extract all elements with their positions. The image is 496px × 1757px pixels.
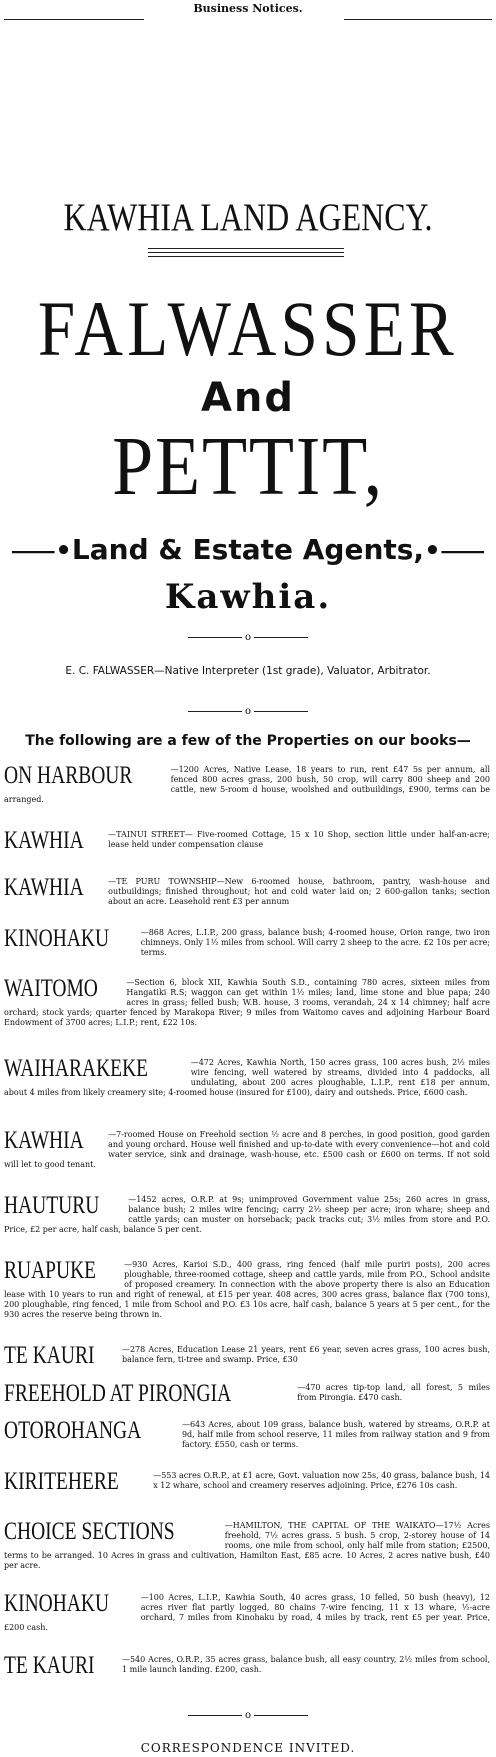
listing: [4, 1518, 490, 1571]
ornament-left-icon: ⸺•: [11, 536, 72, 566]
listing: [4, 1342, 490, 1369]
listing-place: HAUTURU: [4, 1192, 100, 1219]
agency-title: KAWHIA LAND AGENCY.: [63, 196, 433, 239]
listing-text: —7-roomed House on Freehold section ½ acre and 8 perches, in good position, good garden and young orchard. House well finished and up-to-date with every convenience—hot and cold water service, sink and drainage, wash-house, etc. £500 cash or £600 on terms. If not sold will let to good tenant.: [4, 1130, 490, 1169]
listing-text: —470 acres tip-top land, all forest, 5 miles from Pirongia. £470 cash.: [297, 1383, 490, 1402]
listing: [4, 1417, 490, 1450]
firm-name-pettit: PETTIT,: [112, 420, 384, 513]
listing: [4, 975, 490, 1028]
listing-text: —100 Acres, L.I.P., Kawhia South, 40 acres grass, 10 felled, 50 bush (heavy), 12 acres river flat partly logged, 80 chains 7-wire fencing, 11 x 13 whare, ½-acre orchard, 7 miles from Kinohaku by road, 4 miles by track, rent £5 per year. Price, £200 cash.: [4, 1593, 490, 1632]
listing: [4, 1055, 490, 1098]
listing-place: CHOICE SECTIONS: [4, 1518, 175, 1545]
listing-text: —472 Acres, Kawhia North, 150 acres grass, 100 acres bush, 2½ miles wire fencing, well watered by streams, divided into 4 paddocks, all undulating, about 200 acres ploughable, L.I.P., rent £18 per annum, about 4 miles from likely creamery site; 4-roomed house (insured for £100), dairy and outsheds. Price, £600 cash.: [4, 1058, 490, 1097]
location: Kawhia.: [164, 577, 332, 617]
listing-place: OTOROHANGA: [4, 1417, 142, 1444]
section-title: Business Notices.: [193, 2, 303, 15]
closing-line: CORRESPONDENCE INVITED.: [140, 1741, 356, 1755]
listing-text: —TAINUI STREET— Five-roomed Cottage, 15 x 10 Shop, section little under half-an-acre; lease held under compensation clause: [108, 830, 490, 849]
listing-text: —643 Acres, about 109 grass, balance bush, watered by streams, O.R.P. at 9d, half mile from school reserve, 11 miles from railway station and 9 from factory. £550, cash or terms.: [181, 1420, 490, 1449]
listing-text: —HAMILTON, THE CAPITAL OF THE WAIKATO—17½ Acres freehold, 7½ acres grass. 5 bush. 5 crop, 2-storey house of 14 rooms, one mile from school, only half mile from station; £2500, terms to be arranged. 10 Acres in grass and cultivation, Hamilton East, £85 acre. 10 Acres, 2 acres native bush, £40 per acre.: [4, 1521, 490, 1570]
listing-place: KAWHIA: [4, 1127, 84, 1154]
divider-3: o: [0, 1711, 496, 1721]
listing: [4, 762, 490, 805]
listing-text: —TE PURU TOWNSHIP—New 6-roomed house, bathroom, pantry, wash-house and outbuildings; finished throughout; hot and cold water laid on; 2 600-gallon tanks; section about an acre. Leasehold rent £3 per annum: [108, 877, 490, 906]
listing: [4, 925, 490, 958]
header-rule-left: [4, 19, 144, 20]
listing-text: —540 Acres, O.R.P., 35 acres grass, balance bush, all easy country, 2½ miles from school, 1 mile launch landing. £200, cash.: [121, 1655, 490, 1674]
listing-place: ON HARBOUR: [4, 762, 133, 789]
listing-text: —1452 acres, O.R.P. at 9s; unimproved Government value 25s; 260 acres in grass, balance bush; 2 miles wire fencing; carry 2½ sheep per acre; iron whare; sheep and cattle yards; can muster on horseback; pack tracks cut; 3½ miles from store and P.O. Price, £2 per acre, half cash, balance 5 per cent.: [4, 1195, 490, 1234]
title-rule-1: [148, 248, 344, 249]
listing: [4, 1468, 490, 1495]
listing-place: TE KAURI: [4, 1652, 95, 1679]
tagline: [0, 530, 496, 567]
tagline-text: Land & Estate Agents,: [71, 533, 425, 566]
listing-text: —278 Acres, Education Lease 21 years, rent £6 year, seven acres grass, 100 acres bush, balance fern, ti-tree and swamp. Price, £30: [121, 1345, 490, 1364]
listing-text: —553 acres O.R.P., at £1 acre, Govt. valuation now 25s, 40 grass, balance bush, 14 x 12 whare, school and creamery reserves adjoining. Price, £276 10s cash.: [153, 1471, 490, 1490]
listing-text: —1200 Acres, Native Lease, 18 years to run, rent £47 5s per annum, all fenced 800 acres grass, 200 bush, 50 crop, will carry 800 sheep and 200 cattle, new 5-room d house, woolshed and outbuildings, £900, terms can be arranged.: [4, 765, 490, 804]
ornament-right-icon: •⸺: [424, 536, 485, 566]
listing-text: —930 Acres, Karioi S.D., 400 grass, ring fenced (half mile puriri posts), 200 acres ploughable, three-roomed cottage, sheep and cattle yards, mile from P.O., School andsite of proposed creamery. In connection with the above property there is also an Education lease with 10 years to run and right of renewal, at £15 per year. 408 acres, 300 acres grass, balance flax (700 tons), 200 ploughable, ring fenced, 1 mile from School and P.O. £3 10s acre, half cash, balance 5 years at 5 per cent., for the 930 acres the reserve being thrown in.: [4, 1260, 490, 1319]
firm-and: And: [200, 375, 296, 421]
listing-text: —868 Acres, L.I.P., 200 grass, balance bush; 4-roomed house, Orion range, two iron chimneys. Only 1½ miles from school. Will carry 2 sheep to the acre. £2 10s per acre; terms.: [140, 928, 490, 957]
title-rule-3: [148, 256, 344, 257]
properties-heading: The following are a few of the Properties on our books—: [25, 733, 471, 749]
divider-2: o: [0, 707, 496, 717]
listing-place: FREEHOLD AT PIRONGIA: [4, 1380, 232, 1407]
listing: [4, 827, 490, 854]
listing-place: WAITOMO: [4, 975, 98, 1002]
listing-text: —Section 6, block XII, Kawhia South S.D., containing 780 acres, sixteen miles from Hangatiki R.S; waggon can get within 1½ miles; land, lime stone and blue papa; 240 acres in grass; felled bush; W.B. house, 3 rooms, verandah, 24 x 14 chimney; half acre orchard; stock yards; quarter fenced by Marakopa River; 9 miles from Waitomo caves and adjoining Harbour Board Endowment of 3700 acres; L.I.P.; rent, £22 10s.: [4, 978, 490, 1027]
listing-place: KAWHIA: [4, 827, 84, 854]
listing-place: KINOHAKU: [4, 925, 110, 952]
listing: [4, 1652, 490, 1679]
listing: [4, 1380, 490, 1407]
listing-place: KAWHIA: [4, 874, 84, 901]
listing-place: KIRITEHERE: [4, 1468, 119, 1495]
firm-name-falwasser: FALWASSER: [37, 285, 459, 372]
listing-place: KINOHAKU: [4, 1590, 110, 1617]
interpreter-line: E. C. FALWASSER—Native Interpreter (1st grade), Valuator, Arbitrator.: [65, 665, 431, 677]
listing: [4, 1257, 490, 1320]
header-rule-right: [344, 19, 492, 20]
listing-place: WAIHARAKEKE: [4, 1055, 149, 1082]
listing: [4, 874, 490, 907]
listing: [4, 1590, 490, 1633]
title-rule-2: [148, 252, 344, 253]
listing: [4, 1127, 490, 1170]
divider-1: o: [0, 633, 496, 643]
listing: [4, 1192, 490, 1235]
listing-place: TE KAURI: [4, 1342, 95, 1369]
listing-place: RUAPUKE: [4, 1257, 97, 1284]
